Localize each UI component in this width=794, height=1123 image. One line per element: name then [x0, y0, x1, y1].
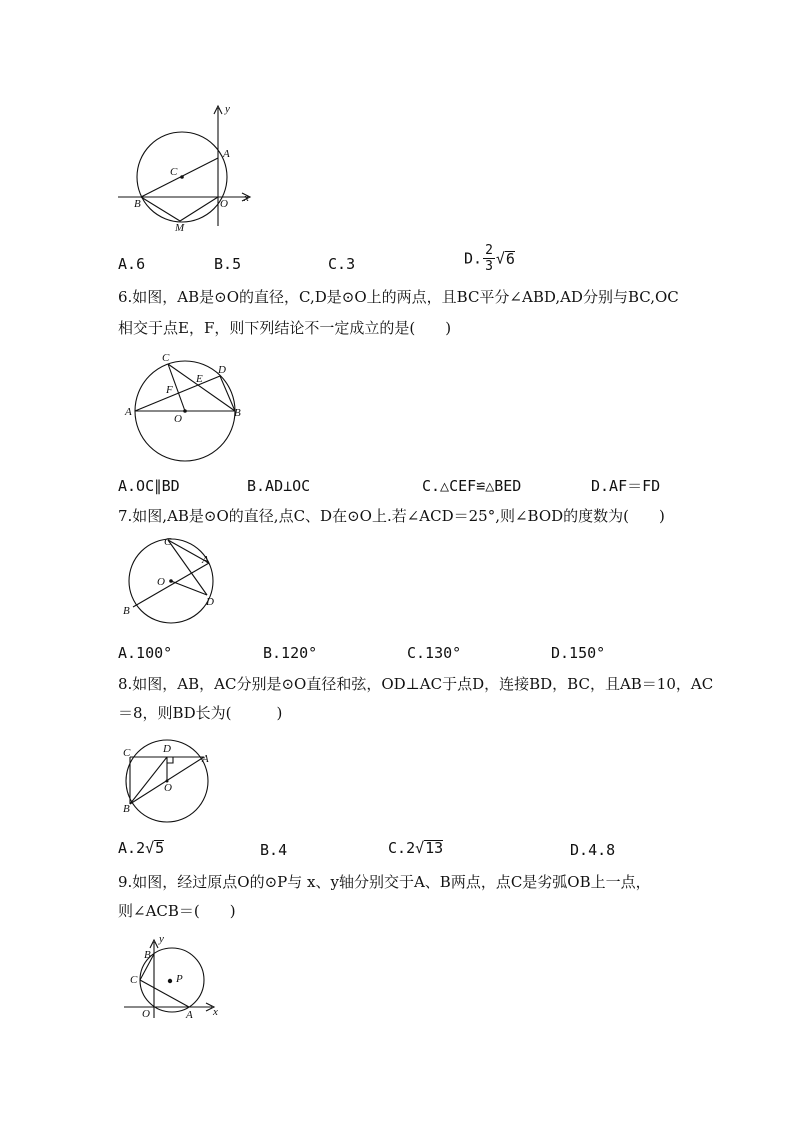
q9-label-o: O	[142, 1008, 150, 1020]
q5-option-d-fraction: $\frac{2}{3}$	[485, 243, 493, 274]
q6-option-d[interactable]: D.AF＝FD	[591, 477, 661, 495]
q7-label-c: C	[164, 536, 172, 548]
q6-label-f: F	[166, 384, 173, 396]
q5-option-d[interactable]: D. $\frac{2}{3}$ √6	[464, 243, 515, 274]
q5-label-c: C	[170, 166, 178, 178]
q9-label-x: x	[213, 1006, 218, 1018]
q7-label-d: D	[206, 596, 214, 608]
q6-label-b: B	[234, 407, 241, 419]
q6-stem-line2: 相交于点E，F，则下列结论不一定成立的是( )	[118, 319, 452, 337]
q8-option-d[interactable]: D.4.8	[570, 841, 616, 859]
q7-label-b: B	[123, 605, 130, 617]
q8-stem-line1: 8.如图，AB，AC分别是⊙O直径和弦，OD⊥AC于点D，连接BD，BC，且AB＝10，AC	[118, 675, 714, 693]
q8-option-b[interactable]: B.4	[260, 841, 288, 859]
q7-diameter-ab	[133, 563, 209, 607]
q5-center-dot	[180, 175, 184, 179]
q5-option-b[interactable]: B.5	[214, 255, 242, 273]
q8-figure	[118, 740, 216, 820]
q8-right-angle-mark	[167, 757, 173, 763]
q5-label-m: M	[175, 222, 185, 234]
q9-stem-line2: 则∠ACB＝( )	[118, 902, 236, 920]
q9-label-y: y	[159, 933, 164, 945]
q7-option-b[interactable]: B.120°	[263, 644, 318, 662]
q6-option-b[interactable]: B.AD⊥OC	[247, 477, 311, 495]
q9-label-a: A	[186, 1009, 193, 1021]
q7-label-o: O	[157, 576, 165, 588]
q5-option-a[interactable]: A.6	[118, 255, 146, 273]
q5-option-c[interactable]: C.3	[328, 255, 356, 273]
q8-label-a: A	[202, 753, 209, 765]
q8-label-o: O	[164, 782, 172, 794]
q5-label-b: B	[134, 198, 141, 210]
q6-stem-line1: 6.如图，AB是⊙O的直径，C,D是⊙O上的两点，且BC平分∠ABD,AD分别与BC,OC	[118, 288, 679, 306]
q5-chord-ba	[141, 158, 218, 197]
q8-option-c[interactable]: C.2√13	[388, 839, 444, 857]
q9-center-dot	[168, 979, 172, 983]
q7-option-a[interactable]: A.100°	[118, 644, 173, 662]
q7-center-dot	[169, 579, 173, 583]
q8-option-a[interactable]: A.2√5	[118, 839, 165, 857]
q5-label-y: y	[225, 103, 230, 115]
q6-label-d: D	[218, 364, 226, 376]
q5-label-a: A	[223, 148, 230, 160]
q6-figure	[120, 350, 255, 465]
q6-label-c: C	[162, 352, 170, 364]
q9-figure	[120, 930, 225, 1022]
q6-label-e: E	[196, 373, 203, 385]
q6-label-o: O	[174, 413, 182, 425]
q7-label-a: A	[202, 554, 209, 566]
q6-chord-ad	[135, 376, 220, 411]
q6-option-c[interactable]: C.△CEF≌△BED	[422, 477, 522, 495]
q5-label-o: O	[220, 198, 228, 210]
q9-label-c: C	[130, 974, 138, 986]
q7-option-c[interactable]: C.130°	[407, 644, 462, 662]
q8-stem-line2: ＝8，则BD长为( )	[118, 704, 283, 722]
q5-label-x: x	[244, 192, 249, 204]
q5-figure	[110, 100, 260, 235]
q7-option-d[interactable]: D.150°	[551, 644, 606, 662]
q6-label-a: A	[125, 406, 132, 418]
q9-stem-line1: 9.如图，经过原点O的⊙P与 x、y轴分别交于A、B两点，点C是劣弧OB上一点，	[118, 873, 651, 891]
q8-label-d: D	[163, 743, 171, 755]
q9-label-p: P	[176, 973, 183, 985]
q8-label-b: B	[123, 803, 130, 815]
q7-figure	[118, 535, 230, 627]
q8-segment-bd	[130, 757, 167, 804]
q9-label-b: B	[144, 949, 151, 961]
q7-stem-line1: 7.如图,AB是⊙O的直径,点C、D在⊙O上.若∠ACD＝25°,则∠BOD的度数为( )	[118, 507, 665, 525]
q5-chord-mo	[180, 197, 218, 221]
q8-label-c: C	[123, 747, 131, 759]
q5-chord-bm	[141, 197, 180, 221]
q6-center-dot	[183, 409, 187, 413]
q6-option-a[interactable]: A.OC∥BD	[118, 477, 180, 495]
